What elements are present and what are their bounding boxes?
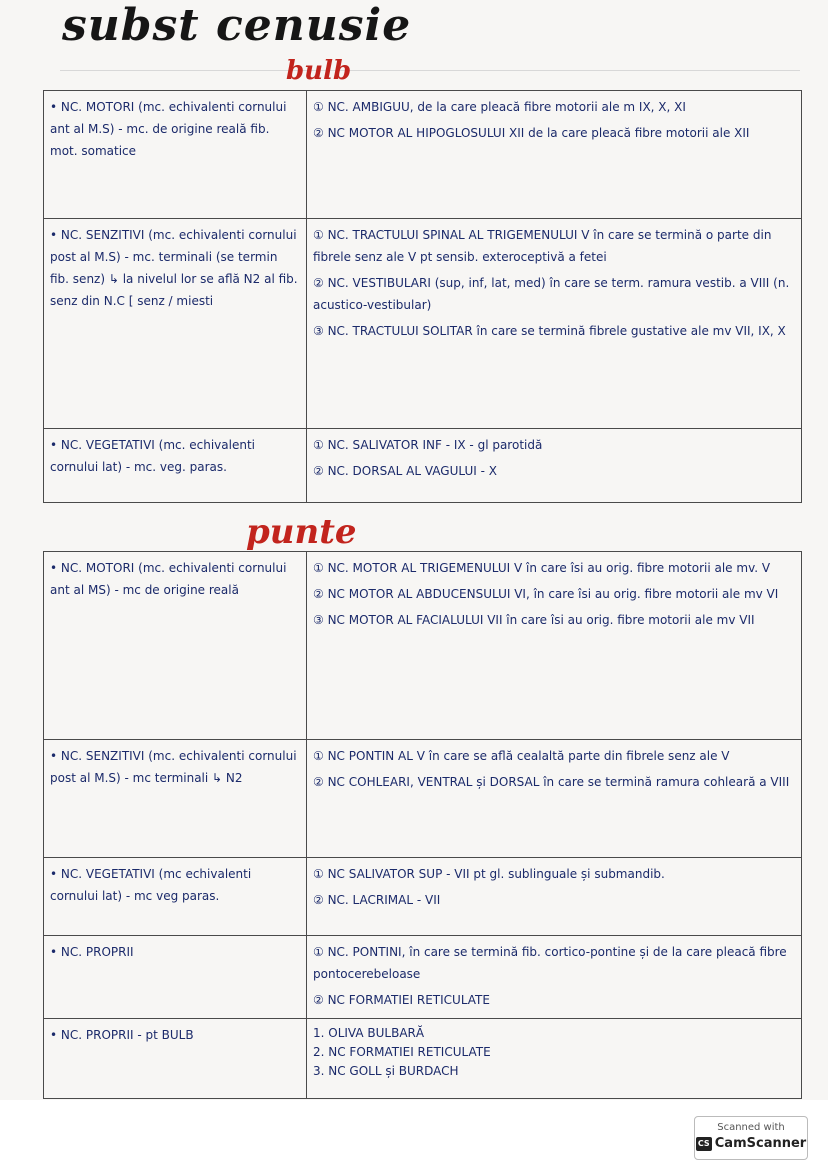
table-row xyxy=(44,936,802,1019)
watermark-brand-name: CamScanner xyxy=(714,1136,807,1151)
row-details xyxy=(307,91,802,219)
row-category: • NC. MOTORI (mc. echivalenti cornului ant al M.S) - mc. de origine reală fib. mot. somatice xyxy=(44,91,307,219)
watermark-brand xyxy=(695,1135,807,1153)
detail-item: ② NC FORMATIEI RETICULATE xyxy=(313,993,490,1007)
row-details xyxy=(307,858,802,936)
row-category: • NC. VEGETATIVI (mc. echivalenti cornului lat) - mc. veg. paras. xyxy=(44,429,307,503)
detail-item: ① NC PONTIN AL V în care se află cealaltă parte din fibrele senz ale V xyxy=(313,749,730,763)
section-title-bulb: bulb xyxy=(286,56,352,86)
table-row xyxy=(44,740,802,858)
detail-item: ② NC. LACRIMAL - VII xyxy=(313,893,441,907)
watermark-caption: Scanned with xyxy=(717,1122,785,1133)
camscanner-logo-icon: CS xyxy=(696,1137,712,1151)
row-category: • NC. PROPRII - pt BULB xyxy=(44,1019,307,1099)
detail-item: 2. NC FORMATIEI RETICULATE xyxy=(313,1045,491,1059)
table-row xyxy=(44,552,802,740)
punte-table xyxy=(43,551,802,1099)
row-category: • NC. PROPRII xyxy=(44,936,307,1019)
table-row xyxy=(44,429,802,503)
row-details xyxy=(307,1019,802,1099)
detail-item: 3. NC GOLL și BURDACH xyxy=(313,1064,459,1078)
camscanner-watermark xyxy=(694,1116,808,1160)
bulb-table xyxy=(43,90,802,503)
row-details xyxy=(307,219,802,429)
row-category: • NC. SENZITIVI (mc. echivalenti cornului post al M.S) - mc terminali ↳ N2 xyxy=(44,740,307,858)
table-row xyxy=(44,858,802,936)
row-category: • NC. VEGETATIVI (mc echivalenti cornului lat) - mc veg paras. xyxy=(44,858,307,936)
detail-item: ① NC. TRACTULUI SPINAL AL TRIGEMENULUI V în care se termină o parte din fibrele senz ale V pt sensib. exteroceptivă a fetei xyxy=(313,228,772,264)
detail-item: ① NC. AMBIGUU, de la care pleacă fibre motorii ale m IX, X, XI xyxy=(313,100,686,114)
detail-item: ① NC. PONTINI, în care se termină fib. cortico-pontine și de la care pleacă fibre pontocerebeloase xyxy=(313,945,787,981)
row-details xyxy=(307,552,802,740)
detail-item: ③ NC MOTOR AL FACIALULUI VII în care îsi au orig. fibre motorii ale mv VII xyxy=(313,613,755,627)
detail-item: ② NC COHLEARI, VENTRAL și DORSAL în care se termină ramura cohleară a VIII xyxy=(313,775,790,789)
row-details xyxy=(307,740,802,858)
detail-item: ① NC SALIVATOR SUP - VII pt gl. sublinguale și submandib. xyxy=(313,867,665,881)
section-title-punte: punte xyxy=(246,512,357,552)
row-category: • NC. MOTORI (mc. echivalenti cornului ant al MS) - mc de origine reală xyxy=(44,552,307,740)
detail-item: ① NC. SALIVATOR INF - IX - gl parotidă xyxy=(313,438,543,452)
detail-item: ③ NC. TRACTULUI SOLITAR în care se termină fibrele gustative ale mv VII, IX, X xyxy=(313,324,786,338)
faint-ruled-line xyxy=(60,70,800,71)
detail-item: ② NC. DORSAL AL VAGULUI - X xyxy=(313,464,497,478)
row-category: • NC. SENZITIVI (mc. echivalenti cornului post al M.S) - mc. terminali (se termin fib. senz) ↳ la nivelul lor se află N2 al fib. senz din N.C [ senz / miesti xyxy=(44,219,307,429)
table-row xyxy=(44,91,802,219)
row-details xyxy=(307,429,802,503)
detail-item: ② NC MOTOR AL ABDUCENSULUI VI, în care îsi au orig. fibre motorii ale mv VI xyxy=(313,587,779,601)
table-row xyxy=(44,219,802,429)
detail-item: 1. OLIVA BULBARĂ xyxy=(313,1026,425,1040)
page-title: subst cenusie xyxy=(62,0,412,51)
row-details xyxy=(307,936,802,1019)
detail-item: ② NC MOTOR AL HIPOGLOSULUI XII de la care pleacă fibre motorii ale XII xyxy=(313,126,750,140)
table-row xyxy=(44,1019,802,1099)
detail-item: ② NC. VESTIBULARI (sup, inf, lat, med) în care se term. ramura vestib. a VIII (n. acustico-vestibular) xyxy=(313,276,790,312)
detail-item: ① NC. MOTOR AL TRIGEMENULUI V în care îsi au orig. fibre motorii ale mv. V xyxy=(313,561,771,575)
